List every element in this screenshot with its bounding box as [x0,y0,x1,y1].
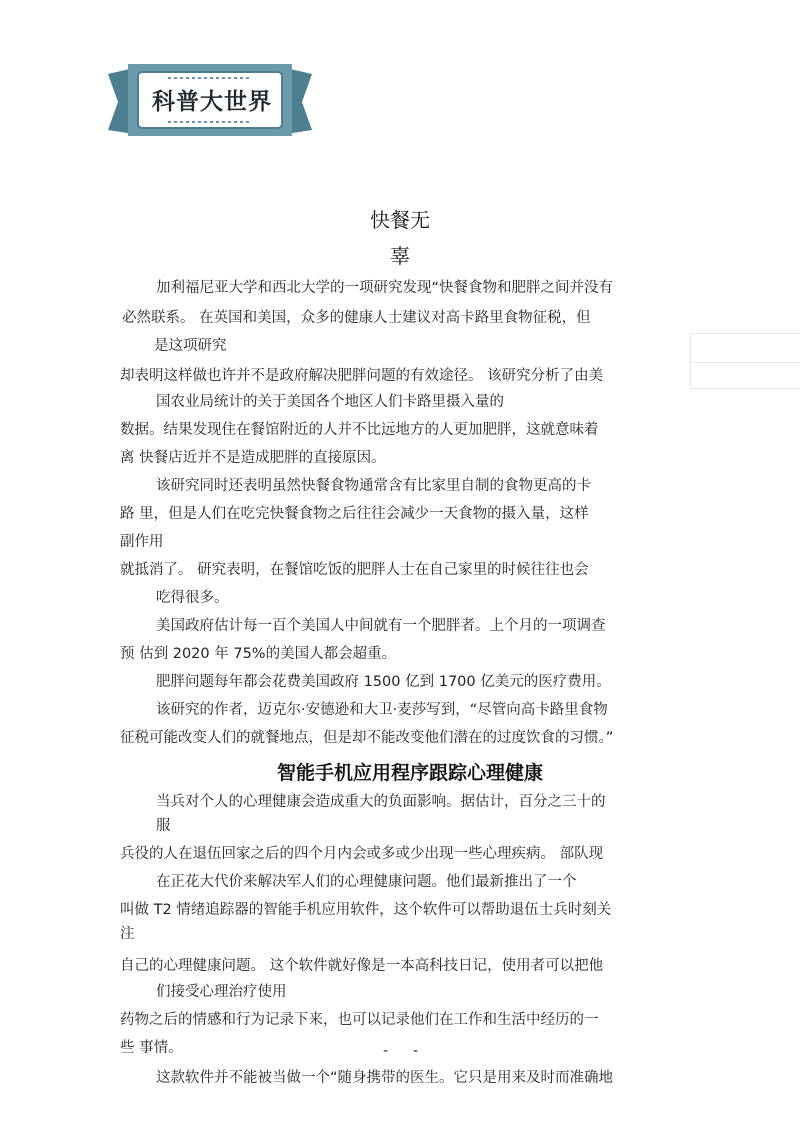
paragraph-line: 服 [156,818,171,834]
article-title-line2: 辜 [390,244,410,268]
paragraph-line: 副作用 [120,534,164,550]
paragraph-line: 预 估到 2020 年 75%的美国人都会超重。 [120,646,397,662]
article-title-line1: 快餐无 [370,208,430,232]
paragraph-line: 征税可能改变人们的就餐地点，但是却不能改变他们潜在的过度饮食的习惯。” [120,730,614,746]
table-rule [690,388,800,389]
paragraph-line: 兵役的人在退伍回家之后的四个月内会或多或少出现一些心理疾病。 部队现 [120,846,604,862]
paragraph-line: 叫做 T2 情绪追踪器的智能手机应用软件，这个软件可以帮助退伍士兵时刻关 [120,902,612,918]
paragraph-line: 肥胖问题每年都会花费美国政府 1500 亿到 1700 亿美元的医疗费用。 [156,674,611,690]
paragraph-line: 这款软件并不能被当做一个“随身携带的医生。它只是用来及时而准确地 [156,1070,614,1086]
table-rule [690,333,691,389]
table-rule [690,362,800,363]
paragraph-line: 是这项研究 [154,338,227,354]
page-mark: - [413,1043,419,1059]
paragraph-line: 该研究同时还表明虽然快餐食物通常含有比家里自制的食物更高的卡 [156,478,591,494]
paragraph-line: 国农业局统计的关于美国各个地区人们卡路里摄入量的 [156,394,504,410]
paragraph-line: 药物之后的情感和行为记录下来，也可以记录他们在工作和生活中经历的一 [120,1012,599,1028]
banner-label: 科普大世界 [152,89,272,115]
category-banner [108,56,312,142]
paragraph-line: 注 [120,926,135,942]
paragraph-line: 却表明这样做也许并不是政府解决肥胖问题的有效途径。 该研究分析了由美 [120,368,604,384]
paragraph-line: 在正花大代价来解决军人们的心理健康问题。他们最新推出了一个 [156,874,577,890]
table-rule [690,333,800,334]
paragraph-line: 们接受心理治疗使用 [156,984,287,1000]
page-mark: - [383,1043,389,1059]
paragraph-line: 吃得很多。 [156,590,229,606]
paragraph-line: 美国政府估计每一百个美国人中间就有一个肥胖者。上个月的一项调查 [156,618,606,634]
article-title: 智能手机应用程序跟踪心理健康 [276,762,543,784]
paragraph-line: 离 快餐店近并不是造成肥胖的直接原因。 [120,450,386,466]
paragraph-line: 些 事情。 [120,1040,183,1056]
paragraph-line: 必然联系。 在英国和美国，众多的健康人士建议对高卡路里食物征税，但 [122,310,591,326]
paragraph-line: 路 里，但是人们在吃完快餐食物之后往往会减少一天食物的摄入量，这样 [120,506,589,522]
paragraph-line: 就抵消了。 研究表明，在餐馆吃饭的肥胖人士在自己家里的时候往往也会 [120,562,589,578]
paragraph-line: 加利福尼亚大学和西北大学的一项研究发现“快餐食物和肥胖之间并没有 [156,280,614,296]
paragraph-line: 自己的心理健康问题。 这个软件就好像是一本高科技日记，使用者可以把他 [120,958,604,974]
paragraph-line: 该研究的作者，迈克尔·安德逊和大卫·麦莎写到，“尽管向高卡路里食物 [156,702,608,718]
paragraph-line: 数据。结果发现住在餐馆附近的人并不比远地方的人更加肥胖，这就意味着 [120,422,599,438]
paragraph-line: 当兵对个人的心理健康会造成重大的负面影响。据估计，百分之三十的 [156,794,606,810]
